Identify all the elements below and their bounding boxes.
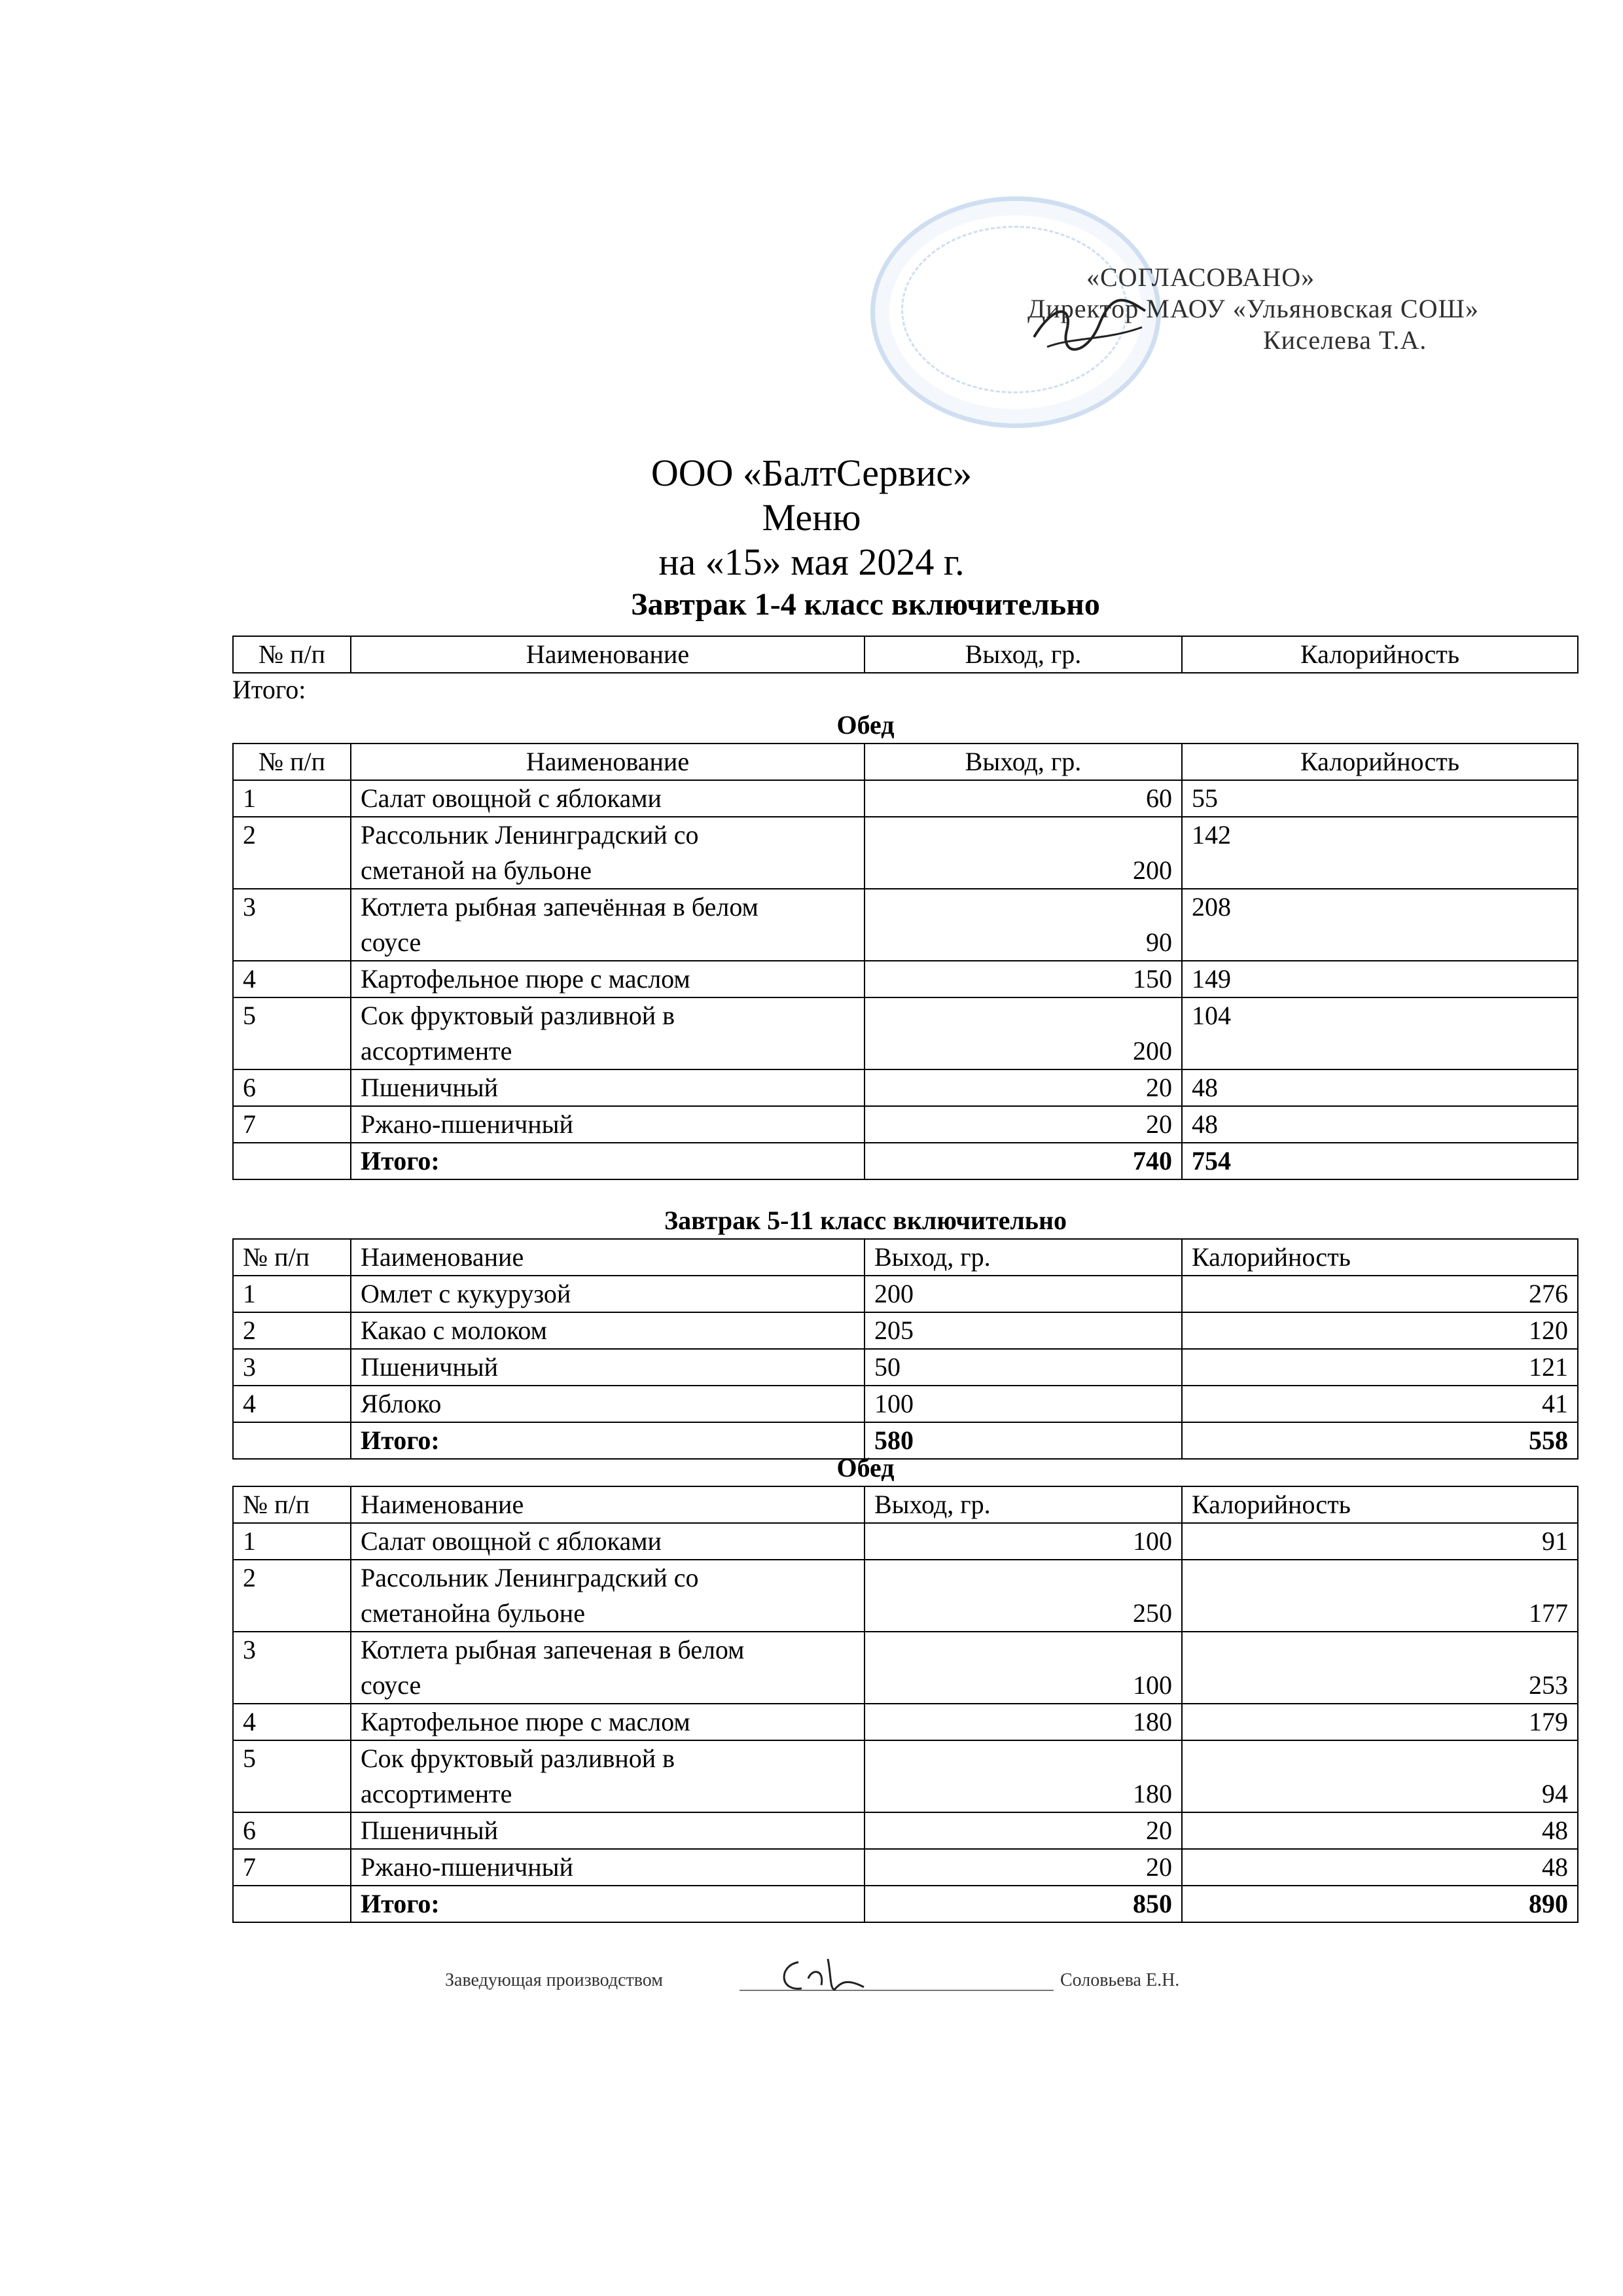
col-header-name: Наименование	[351, 744, 865, 780]
table-row	[233, 1069, 1578, 1106]
total-empty-cell	[233, 1886, 351, 1922]
manager-signature	[772, 1949, 870, 2001]
dish-name-line: Рассольник Ленинградский со	[361, 820, 699, 850]
col-header-name: Наименование	[351, 636, 865, 673]
dish-output: 100	[865, 1632, 1182, 1704]
footer-position-label: Заведующая производством	[445, 1970, 663, 1990]
dish-name: Картофельное пюре с маслом	[351, 1704, 865, 1740]
dish-output: 180	[865, 1740, 1182, 1812]
total-empty-cell	[233, 1143, 351, 1179]
dish-name	[351, 997, 865, 1069]
table-row	[233, 1276, 1578, 1312]
dish-calories: 179	[1182, 1704, 1578, 1740]
dish-name-line: соусе	[361, 927, 421, 957]
dish-calories: 104	[1182, 997, 1578, 1069]
dish-name	[351, 1632, 865, 1704]
dish-name: Картофельное пюре с маслом	[351, 961, 865, 997]
dish-calories: 41	[1182, 1386, 1578, 1422]
table-header-row	[233, 1486, 1578, 1523]
dish-output: 60	[865, 780, 1182, 817]
dish-name: Яблоко	[351, 1386, 865, 1422]
row-number: 4	[233, 1386, 351, 1422]
section-title-breakfast-5-11: Завтрак 5-11 класс включительно	[664, 1206, 1067, 1235]
col-header-name: Наименование	[351, 1239, 865, 1276]
total-label: Итого:	[351, 1143, 865, 1179]
total-label: Итого:	[351, 1422, 865, 1459]
total-row	[233, 1886, 1578, 1922]
row-number: 2	[233, 1560, 351, 1632]
col-header-calories: Калорийность	[1182, 636, 1578, 673]
dish-name-line: Сок фруктовый разливной в	[361, 1001, 675, 1030]
dish-calories: 91	[1182, 1523, 1578, 1560]
dish-name-line: Котлета рыбная запечённая в белом	[361, 892, 758, 922]
dish-calories: 142	[1182, 817, 1578, 889]
dish-output: 20	[865, 1106, 1182, 1143]
table-row	[233, 1523, 1578, 1560]
dish-output: 200	[865, 817, 1182, 889]
row-number: 3	[233, 889, 351, 961]
breakfast-1-4-total-label: Итого:	[232, 675, 306, 704]
dish-name-line: сметанойна бульоне	[361, 1598, 585, 1628]
section-title-breakfast-1-4: Завтрак 1-4 класс включительно	[631, 587, 1100, 622]
dish-calories: 48	[1182, 1069, 1578, 1106]
col-header-calories: Калорийность	[1182, 744, 1578, 780]
dish-output: 50	[865, 1349, 1182, 1386]
director-signature	[1027, 291, 1152, 363]
table-row	[233, 1349, 1578, 1386]
row-number: 7	[233, 1106, 351, 1143]
row-number: 1	[233, 1523, 351, 1560]
col-header-number: № п/п	[233, 1486, 351, 1523]
dish-calories: 55	[1182, 780, 1578, 817]
dish-calories: 208	[1182, 889, 1578, 961]
table-row	[233, 997, 1578, 1069]
dish-calories: 177	[1182, 1560, 1578, 1632]
total-output: 850	[865, 1886, 1182, 1922]
dish-output: 100	[865, 1523, 1182, 1560]
menu-title: Меню	[762, 496, 861, 539]
dish-name	[351, 1560, 865, 1632]
company-name: ООО «БалтСервис»	[651, 452, 972, 494]
table-header-row	[233, 636, 1578, 673]
dish-name-line: сметаной на бульоне	[361, 855, 592, 885]
table-header-row	[233, 744, 1578, 780]
dish-name: Пшеничный	[351, 1349, 865, 1386]
col-header-number: № п/п	[233, 1239, 351, 1276]
dish-calories: 149	[1182, 961, 1578, 997]
dish-output: 20	[865, 1849, 1182, 1886]
dish-calories: 121	[1182, 1349, 1578, 1386]
dish-output: 180	[865, 1704, 1182, 1740]
row-number: 7	[233, 1849, 351, 1886]
col-header-name: Наименование	[351, 1486, 865, 1523]
approval-line: «СОГЛАСОВАНО»	[1086, 262, 1315, 292]
dish-name-line: соусе	[361, 1670, 421, 1700]
dish-output: 200	[865, 1276, 1182, 1312]
footer-manager-name: Соловьева Е.Н.	[1060, 1970, 1180, 1990]
total-output: 580	[865, 1422, 1182, 1459]
approval-line: Киселева Т.А.	[1263, 325, 1427, 355]
table-row	[233, 1560, 1578, 1632]
table-row	[233, 1849, 1578, 1886]
row-number: 4	[233, 961, 351, 997]
dish-name-line: Рассольник Ленинградский со	[361, 1563, 699, 1592]
total-calories: 558	[1182, 1422, 1578, 1459]
row-number: 5	[233, 1740, 351, 1812]
approval-line: Директор МАОУ «Ульяновская СОШ»	[1027, 294, 1479, 323]
dish-output: 150	[865, 961, 1182, 997]
dish-name: Ржано-пшеничный	[351, 1106, 865, 1143]
dish-output: 200	[865, 997, 1182, 1069]
row-number: 2	[233, 1312, 351, 1349]
dish-calories: 120	[1182, 1312, 1578, 1349]
dish-name: Какао с молоком	[351, 1312, 865, 1349]
dish-name	[351, 889, 865, 961]
row-number: 3	[233, 1349, 351, 1386]
dish-output: 205	[865, 1312, 1182, 1349]
dish-name: Пшеничный	[351, 1069, 865, 1106]
table-breakfast-1-4	[232, 636, 1578, 673]
row-number: 1	[233, 780, 351, 817]
table-header-row	[233, 1239, 1578, 1276]
col-header-output: Выход, гр.	[865, 744, 1182, 780]
dish-name	[351, 817, 865, 889]
section-title-lunch-1-4: Обед	[836, 710, 895, 740]
menu-date: на «15» мая 2024 г.	[658, 541, 965, 583]
dish-name-line: Сок фруктовый разливной в	[361, 1744, 675, 1773]
dish-name: Салат овощной с яблоками	[351, 780, 865, 817]
row-number: 6	[233, 1069, 351, 1106]
col-header-calories: Калорийность	[1182, 1239, 1578, 1276]
dish-output: 20	[865, 1812, 1182, 1849]
footer-signature-block	[445, 1949, 1180, 2008]
dish-calories: 94	[1182, 1740, 1578, 1812]
col-header-output: Выход, гр.	[865, 636, 1182, 673]
row-number: 1	[233, 1276, 351, 1312]
dish-name-line: ассортименте	[361, 1036, 512, 1066]
dish-name: Пшеничный	[351, 1812, 865, 1849]
dish-output: 20	[865, 1069, 1182, 1106]
table-row	[233, 780, 1578, 817]
table-row	[233, 1740, 1578, 1812]
total-row	[233, 1143, 1578, 1179]
dish-calories: 48	[1182, 1812, 1578, 1849]
table-breakfast-5-11	[232, 1238, 1578, 1460]
table-row	[233, 1632, 1578, 1704]
col-header-calories: Калорийность	[1182, 1486, 1578, 1523]
table-row	[233, 1812, 1578, 1849]
table-row	[233, 1312, 1578, 1349]
dish-output: 100	[865, 1386, 1182, 1422]
row-number: 6	[233, 1812, 351, 1849]
dish-name: Салат овощной с яблоками	[351, 1523, 865, 1560]
col-header-output: Выход, гр.	[865, 1239, 1182, 1276]
table-row	[233, 889, 1578, 961]
col-header-number: № п/п	[233, 636, 351, 673]
dish-name-line: Котлета рыбная запеченая в белом	[361, 1635, 745, 1664]
col-header-number: № п/п	[233, 744, 351, 780]
total-calories: 754	[1182, 1143, 1578, 1179]
table-lunch-5-11	[232, 1486, 1578, 1923]
row-number: 3	[233, 1632, 351, 1704]
dish-name-line: ассортименте	[361, 1779, 512, 1808]
table-row	[233, 1386, 1578, 1422]
dish-output: 250	[865, 1560, 1182, 1632]
row-number: 4	[233, 1704, 351, 1740]
total-output: 740	[865, 1143, 1182, 1179]
row-number: 2	[233, 817, 351, 889]
table-row	[233, 961, 1578, 997]
dish-name: Ржано-пшеничный	[351, 1849, 865, 1886]
dish-calories: 48	[1182, 1106, 1578, 1143]
dish-calories: 276	[1182, 1276, 1578, 1312]
table-row	[233, 1106, 1578, 1143]
table-lunch-1-4	[232, 743, 1578, 1180]
col-header-output: Выход, гр.	[865, 1486, 1182, 1523]
section-title-lunch-5-11: Обед	[836, 1453, 895, 1482]
total-label: Итого:	[351, 1886, 865, 1922]
row-number: 5	[233, 997, 351, 1069]
dish-name	[351, 1740, 865, 1812]
approval-block	[870, 196, 1479, 432]
table-row	[233, 1704, 1578, 1740]
dish-calories: 48	[1182, 1849, 1578, 1886]
dish-output: 90	[865, 889, 1182, 961]
dish-name: Омлет с кукурузой	[351, 1276, 865, 1312]
table-row	[233, 817, 1578, 889]
dish-calories: 253	[1182, 1632, 1578, 1704]
total-calories: 890	[1182, 1886, 1578, 1922]
